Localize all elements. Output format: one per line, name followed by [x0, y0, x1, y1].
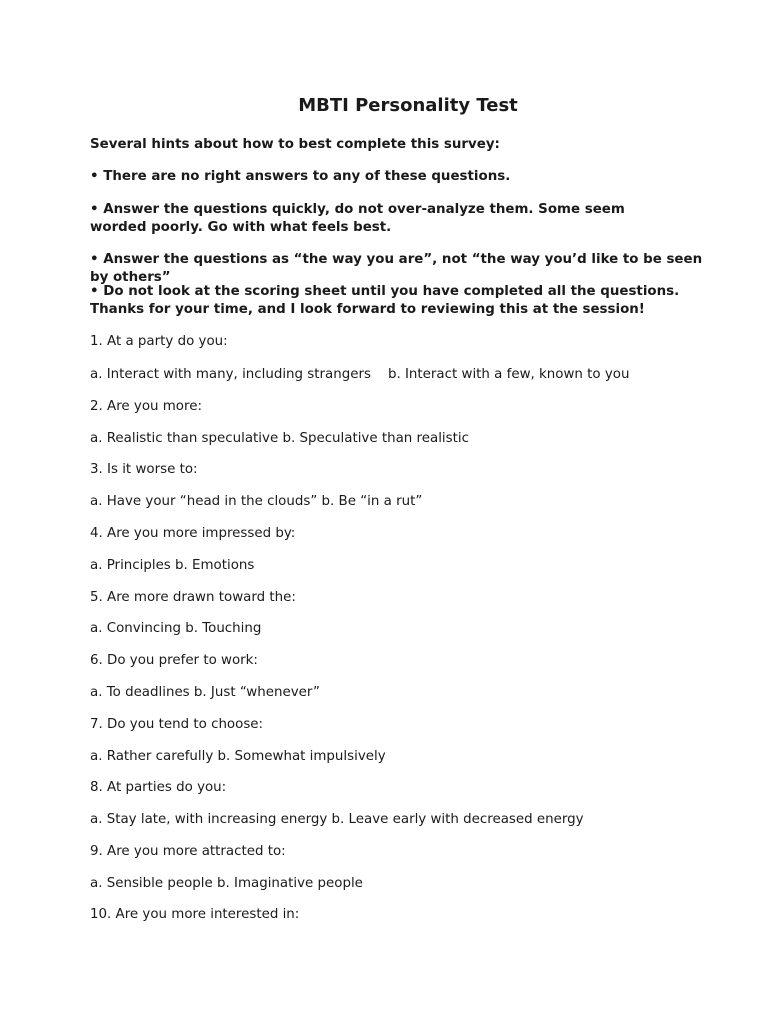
answer-options: a. Have your “head in the clouds” b. Be “in a rut” [90, 494, 423, 509]
answer-options: a. Principles b. Emotions [90, 558, 255, 573]
hint-item: • Do not look at the scoring sheet until you have completed all the questions. Thanks for your time, and I look forward to reviewing this at the session! [90, 284, 680, 317]
answer-options: a. Sensible people b. Imaginative people [90, 876, 363, 891]
question-text: 5. Are more drawn toward the: [90, 590, 296, 605]
question-text: 3. Is it worse to: [90, 462, 198, 477]
question-text: 8. At parties do you: [90, 780, 227, 795]
answer-options: a. Interact with many, including strangers b. Interact with a few, known to you [90, 367, 630, 382]
question-text: 9. Are you more attracted to: [90, 844, 286, 859]
question-text: 6. Do you prefer to work: [90, 653, 258, 668]
answer-options: a. Convincing b. Touching [90, 621, 262, 636]
hints-heading: Several hints about how to best complete this survey: [90, 137, 500, 152]
answer-options: a. Realistic than speculative b. Speculative than realistic [90, 431, 469, 446]
question-text: 1. At a party do you: [90, 334, 228, 349]
question-text: 10. Are you more interested in: [90, 907, 300, 922]
question-text: 7. Do you tend to choose: [90, 717, 264, 732]
document-title: MBTI Personality Test [298, 95, 518, 116]
answer-options: a. Stay late, with increasing energy b. Leave early with decreased energy [90, 812, 584, 827]
hint-item: • There are no right answers to any of these questions. [90, 169, 511, 184]
question-text: 2. Are you more: [90, 399, 202, 414]
answer-options: a. Rather carefully b. Somewhat impulsively [90, 749, 386, 764]
answer-options: a. To deadlines b. Just “whenever” [90, 685, 320, 700]
question-text: 4. Are you more impressed by: [90, 526, 296, 541]
hint-item: • Answer the questions as “the way you are”, not “the way you’d like to be seen by others” [90, 252, 703, 285]
hint-item: • Answer the questions quickly, do not over-analyze them. Some seem worded poorly. Go with what feels best. [90, 202, 625, 235]
